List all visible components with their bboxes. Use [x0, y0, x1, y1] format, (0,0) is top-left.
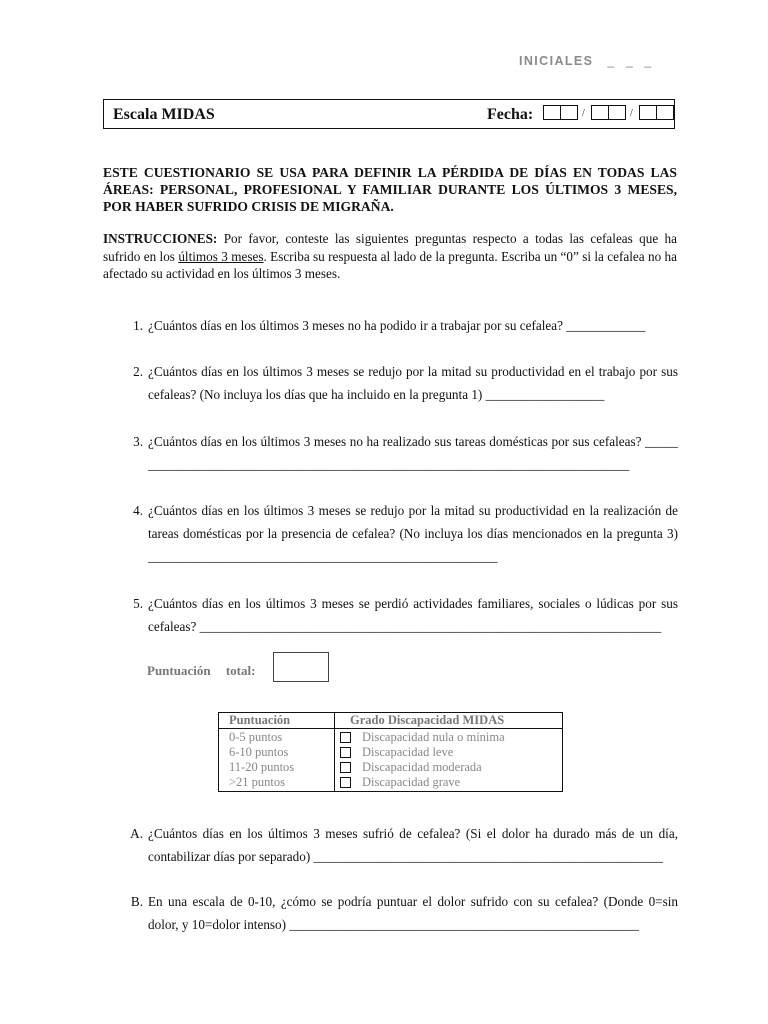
date-month-box-2[interactable]	[608, 105, 626, 120]
grade-checkbox[interactable]	[340, 762, 351, 773]
table-header-score: Puntuación	[229, 713, 291, 727]
question-number: 5.	[133, 596, 143, 611]
table-header-grade: Grado Discapacidad MIDAS	[350, 713, 505, 727]
table-row-grade: Discapacidad grave	[362, 775, 461, 789]
date-month-box[interactable]	[591, 105, 609, 120]
midas-grade-table	[218, 712, 563, 792]
instructions-text-b: . Escriba su respuesta al lado de la pregunta. Escriba un “0” si la cefalea no ha afectado su actividad en los últimos 3 meses.	[103, 248, 677, 281]
question-text: ¿Cuántos días en los últimos 3 meses sufrió de cefalea? (Si el dolor ha durado más de un día, contabilizar días por separado) _____________________________________________________	[148, 826, 678, 864]
question-number: 4.	[133, 503, 143, 518]
date-label: Fecha:	[487, 106, 534, 123]
question-text: ¿Cuántos días en los últimos 3 meses se perdió actividades familiares, sociales o lúdicas por sus cefaleas? ______________________________________________________________________	[148, 596, 678, 634]
question-number: B.	[130, 894, 143, 909]
question-number: A.	[130, 826, 143, 841]
question-text: En una escala de 0-10, ¿cómo se podría puntuar el dolor sufrido con su cefalea? (Donde 0=sin dolor, y 10=dolor intenso) _____________________________________________________	[148, 894, 678, 932]
date-separator: /	[630, 108, 633, 119]
question-text: ¿Cuántos días en los últimos 3 meses no ha realizado sus tareas domésticas por sus cefaleas? ______________________________________________________________________________	[148, 434, 678, 472]
initials-label: INICIALES	[519, 54, 594, 68]
table-divider	[219, 728, 562, 729]
question-number: 1.	[133, 318, 143, 333]
table-row-range: >21 puntos	[229, 775, 286, 789]
grade-checkbox[interactable]	[340, 777, 351, 788]
table-row-grade: Discapacidad moderada	[362, 760, 482, 774]
date-year-box-2[interactable]	[656, 105, 674, 120]
instructions-text-a: Por favor, conteste las siguientes preguntas respecto a todas las cefaleas que ha sufrido en los	[103, 231, 677, 264]
initials-field	[519, 54, 655, 68]
instructions-underlined: últimos 3 meses	[178, 248, 264, 264]
grade-checkbox[interactable]	[340, 747, 351, 758]
question-text: ¿Cuántos días en los últimos 3 meses no ha podido ir a trabajar por su cefalea? ____________	[148, 318, 646, 333]
date-separator: /	[582, 108, 585, 119]
question-text: ¿Cuántos días en los últimos 3 meses se redujo por la mitad su productividad en la realización de tareas domésticas por la presencia de cefalea? (No incluya los días mencionados en la pregunta 3) _____________________________________________________	[148, 503, 678, 564]
table-divider	[334, 713, 335, 791]
instructions	[103, 230, 677, 283]
date-day-box[interactable]	[543, 105, 561, 120]
date-day-box-2[interactable]	[560, 105, 578, 120]
header-box	[103, 99, 675, 129]
table-row-range: 11-20 puntos	[229, 760, 295, 774]
table-row-grade: Discapacidad leve	[362, 745, 454, 759]
question-number: 2.	[133, 364, 143, 379]
question-number: 3.	[133, 434, 143, 449]
date-year-box[interactable]	[639, 105, 657, 120]
table-row-range: 6-10 puntos	[229, 745, 289, 759]
scale-title: Escala MIDAS	[113, 106, 215, 123]
grade-checkbox[interactable]	[340, 732, 351, 743]
instructions-label: INSTRUCCIONES:	[103, 231, 218, 246]
intro-text: ESTE CUESTIONARIO SE USA PARA DEFINIR LA PÉRDIDA DE DÍAS EN TODAS LAS ÁREAS: PERSONAL, PROFESIONAL Y FAMILIAR DURANTE LOS ÚLTIMOS 3 MESES, POR HABER SUFRIDO CRISIS DE MIGRAÑA.	[103, 165, 677, 214]
total-score-box[interactable]	[273, 652, 329, 682]
question-text: ¿Cuántos días en los últimos 3 meses se redujo por la mitad su productividad en el trabajo por sus cefaleas? (No incluya los días que ha incluido en la pregunta 1) __________________	[148, 364, 678, 402]
total-score-label: Puntuación total:	[147, 663, 256, 678]
table-row-grade: Discapacidad nula o mínima	[362, 730, 505, 744]
initials-blanks[interactable]: _ _ _	[607, 54, 656, 68]
table-row-range: 0-5 puntos	[229, 730, 283, 744]
